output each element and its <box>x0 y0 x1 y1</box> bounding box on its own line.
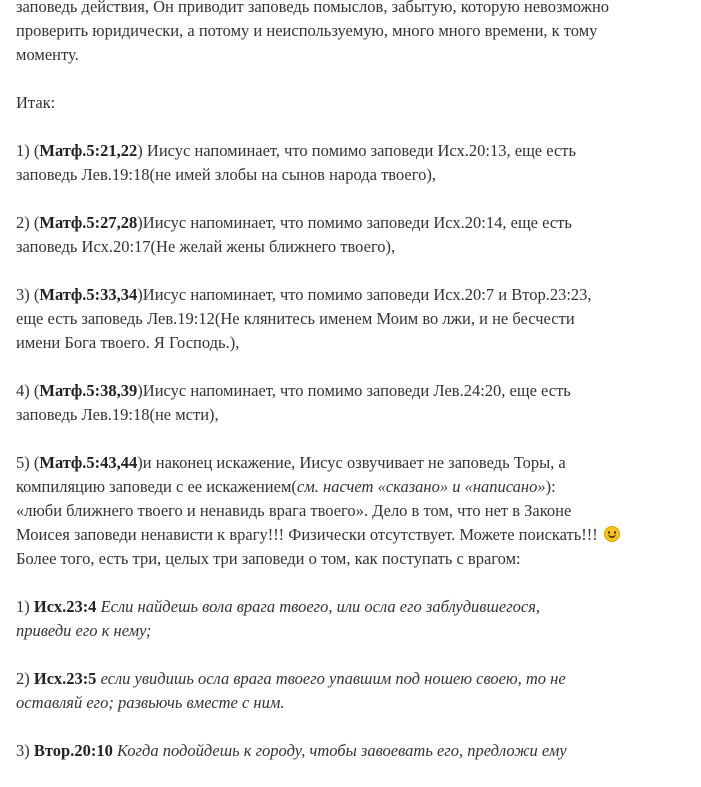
item-line <box>16 523 686 547</box>
quote-text: Если найдешь вола врага твоего, или осла его заблудившегося, <box>96 597 541 616</box>
item-text: )Иисус напоминает, что помимо заповеди Лев.24:20, еще есть <box>137 381 571 400</box>
item-number: 5) ( <box>16 453 40 472</box>
item-text: имени Бога твоего. Я Господь.), <box>16 333 240 352</box>
itak-text: Итак: <box>16 93 56 112</box>
item-line <box>16 211 686 235</box>
enemy-item-3 <box>16 739 686 763</box>
item-text: )и наконец искажение, Иисус озвучивает не заповедь Торы, а <box>137 453 566 472</box>
item-line <box>16 139 686 163</box>
quote-text: оставляй его; развьючь вместе с ним. <box>16 693 285 712</box>
item-line <box>16 475 686 499</box>
item-text: заповедь Лев.19:18(не мсти), <box>16 405 219 424</box>
item-text: )Иисус напоминает, что помимо заповеди Исх.20:7 и Втор.23:23, <box>137 285 592 304</box>
item-text: )Иисус напоминает, что помимо заповеди Исх.20:14, еще есть <box>137 213 572 232</box>
list-item-2 <box>16 211 686 259</box>
smiley-face-icon <box>604 526 620 542</box>
item-line <box>16 595 686 619</box>
list-item-4 <box>16 379 686 427</box>
item-number: 1) <box>16 597 34 616</box>
scripture-ref: Матф.5:21,22 <box>39 141 138 160</box>
item-text: Моисея заповеди ненависти к врагу!!! Физически отсутствует. Можете поискать!!! <box>16 525 598 544</box>
item-text: еще есть заповедь Лев.19:12(Не клянитесь именем Моим во лжи, и не бесчести <box>16 309 575 328</box>
item-text: «люби ближнего твоего и ненавидь врага твоего». Дело в том, что нет в Законе <box>16 501 572 520</box>
item-line <box>16 379 686 403</box>
item-line <box>16 739 686 763</box>
itak-paragraph <box>16 91 686 115</box>
list-item-3 <box>16 283 686 355</box>
item-line <box>16 283 686 307</box>
item-text: заповедь Лев.19:18(не имей злобы на сынов народа твоего), <box>16 165 436 184</box>
item-line <box>16 691 686 715</box>
scripture-ref: Матф.5:38,39 <box>39 381 138 400</box>
intro-paragraph <box>16 0 686 67</box>
quote-text: приведи его к нему; <box>16 621 152 640</box>
list-item-5 <box>16 451 686 571</box>
item-number: 3) ( <box>16 285 40 304</box>
intro-line: проверить юридически, а потому и неиспользуемую, много много времени, к тому <box>16 21 598 40</box>
intro-line: заповедь действия, Он приводит заповедь помыслов, забытую, которую невозможно <box>16 0 610 16</box>
item-text: компиляцию заповеди с ее искажением( <box>16 477 297 496</box>
scripture-ref: Исх.23:5 <box>33 669 97 688</box>
item-text: ) Иисус напоминает, что помимо заповеди Исх.20:13, еще есть <box>137 141 577 160</box>
intro-line: моменту. <box>16 45 79 64</box>
item-number: 2) <box>16 669 34 688</box>
item-number: 4) ( <box>16 381 40 400</box>
scripture-ref: Исх.23:4 <box>33 597 97 616</box>
item-text: Более того, есть три, целых три заповеди о том, как поступать с врагом: <box>16 549 521 568</box>
item-line <box>16 667 686 691</box>
enemy-item-2 <box>16 667 686 715</box>
quote-text: если увидишь осла врага твоего упавшим под ношею своею, то не <box>96 669 566 688</box>
enemy-item-1 <box>16 595 686 643</box>
item-line <box>16 619 686 643</box>
item-text: заповедь Исх.20:17(Не желай жены ближнего твоего), <box>16 237 396 256</box>
quote-text: Когда подойдешь к городу, чтобы завоевать его, предложи ему <box>112 741 567 760</box>
scripture-ref: Матф.5:43,44 <box>39 453 138 472</box>
article-body <box>16 0 686 787</box>
list-item-1 <box>16 139 686 187</box>
item-number: 1) ( <box>16 141 40 160</box>
scripture-ref: Матф.5:33,34 <box>39 285 138 304</box>
scripture-ref: Втор.20:10 <box>33 741 113 760</box>
item-number: 3) <box>16 741 34 760</box>
scripture-ref: Матф.5:27,28 <box>39 213 138 232</box>
item-text: ): <box>545 477 556 496</box>
see-note-link-text: см. насчет «сказано» и «написано» <box>296 477 546 496</box>
item-line <box>16 451 686 475</box>
item-number: 2) ( <box>16 213 40 232</box>
